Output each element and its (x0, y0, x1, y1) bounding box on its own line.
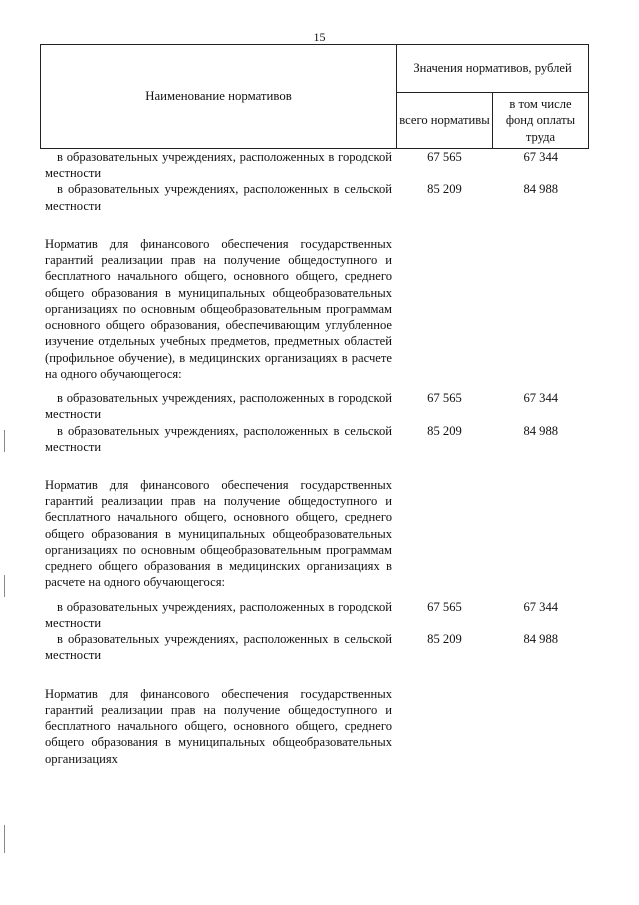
row-name-cell: Норматив для финансового обеспечения государственных гарантий реализации прав на получение общедоступного и бесплатного начального общего, основного общего, среднего общего образования в муниципальных общеобразовательных организациях по основным общеобразовательным программам основного общего образования, обеспечивающим углубленное изучение отдельных учебных предметов, предметных областей (профильное обучение), в медицинских организациях в расчете на одного обучающегося: (45, 236, 392, 381)
row-name-cell: в образовательных учреждениях, расположенных в сельской местности (45, 632, 392, 663)
normative-heading-row (41, 214, 589, 390)
scan-margin-mark (4, 430, 5, 452)
normative-heading-row (41, 664, 589, 775)
scan-margin-mark (4, 825, 5, 853)
row-name-cell: в образовательных учреждениях, расположенных в городской местности (45, 599, 392, 630)
normative-heading-row (41, 455, 589, 599)
header-pay-column: в том числе фонд оплаты труда (493, 93, 589, 149)
table-row (41, 423, 589, 455)
row-pay-cell: 67 344 (523, 599, 559, 614)
row-pay-cell: 67 344 (523, 150, 559, 164)
header-total-column: всего нормативы (397, 93, 493, 149)
row-pay-cell (493, 214, 589, 390)
row-pay-cell (493, 664, 589, 775)
row-pay-cell: 67 344 (523, 391, 559, 406)
table-header (41, 45, 589, 149)
row-pay-cell: 84 988 (523, 182, 559, 197)
row-name-cell: в образовательных учреждениях, расположенных в сельской местности (45, 182, 392, 213)
table-row (41, 631, 589, 663)
table-row (41, 599, 589, 631)
row-total-cell: 85 209 (427, 632, 462, 647)
row-total-cell (397, 664, 493, 775)
row-name-cell: Норматив для финансового обеспечения государственных гарантий реализации прав на получение общедоступного и бесплатного начального общего, основного общего, среднего общего образования в муниципальных общеобразовательных организациях по основным общеобразовательным программам среднего общего образования в медицинских организациях в расчете на одного обучающегося: (45, 477, 392, 590)
table-row (41, 390, 589, 422)
row-name-cell: Норматив для финансового обеспечения государственных гарантий реализации прав на получение общедоступного и бесплатного начального общего, основного общего, среднего общего образования в муниципальных общеобразовательных организациях (45, 686, 392, 766)
row-total-cell: 85 209 (427, 423, 462, 438)
row-total-cell: 67 565 (427, 391, 462, 406)
row-total-cell: 67 565 (427, 150, 462, 164)
row-total-cell (397, 455, 493, 599)
row-total-cell: 67 565 (427, 599, 462, 614)
table-body (41, 149, 589, 775)
row-pay-cell: 84 988 (523, 632, 559, 647)
row-pay-cell: 84 988 (523, 423, 559, 438)
row-name-cell: в образовательных учреждениях, расположенных в городской местности (45, 391, 392, 422)
row-name-cell: в образовательных учреждениях, расположенных в городской местности (45, 150, 392, 181)
header-values-group: Значения нормативов, рублей (397, 45, 589, 93)
row-name-cell: в образовательных учреждениях, расположенных в сельской местности (45, 423, 392, 454)
normatives-table (40, 44, 589, 775)
table-row (41, 181, 589, 213)
row-total-cell (397, 214, 493, 390)
row-pay-cell (493, 455, 589, 599)
row-total-cell: 85 209 (427, 182, 462, 197)
table-row (41, 149, 589, 182)
scan-margin-mark (4, 575, 5, 597)
page-number: 15 (313, 30, 326, 44)
header-name-column: Наименование нормативов (41, 45, 397, 149)
